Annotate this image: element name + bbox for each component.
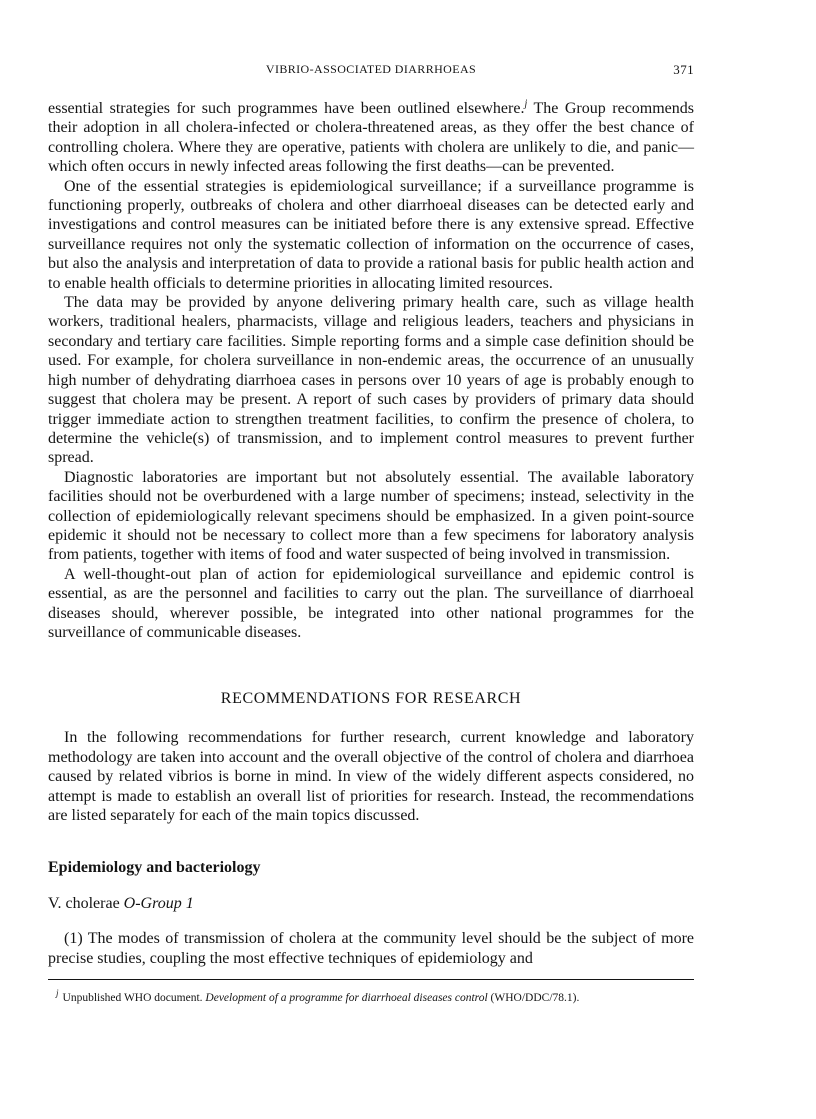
page-header (48, 56, 694, 82)
subhead-organism: V. cholerae (48, 895, 124, 913)
page-number: 371 (673, 62, 694, 77)
footnote-mark: j (56, 988, 59, 999)
paragraph-1 (48, 99, 694, 177)
subsection-subhead (48, 895, 694, 913)
section-title: RECOMMENDATIONS FOR RESEARCH (220, 690, 522, 708)
footnote (48, 988, 694, 1004)
section-intro-block (48, 728, 694, 825)
paragraph-1-continued: The Group recommends their adoption in all cholera-infected or cholera-threatened areas, as they offer the best chance of controlling cholera. Where they are operative, patients with cholera are unlikely to die, and panic—which often occurs in newly infected areas following the first deaths—can be prevented. (48, 100, 695, 176)
section-intro: In the following recommendations for further research, current knowledge and laboratory methodology are taken into account and the overall objective of the control of cholera and diarrhoea caused by related vibrios is borne in mind. In view of the widely different aspects considered, no attempt is made to establish an overall list of priorities for research. Instead, the recommendations are listed separately for each of the main topics discussed. (48, 729, 694, 824)
footnote-reference: j (524, 98, 528, 110)
paragraph-4: Diagnostic laboratories are important but not absolutely essential. The available laboratory facilities should not be overburdened with a large number of specimens; instead, selectivity in the collection of epidemiologically relevant specimens should be emphasized. In a given point-source epidemic it should not be necessary to collect more than a few specimens for laboratory analysis from patients, together with items of food and water suspected of being involved in transmission. (48, 468, 694, 564)
recommendation-list (48, 929, 694, 968)
footnote-divider (48, 979, 694, 980)
footnote-document-code: (WHO/DDC/78.1). (487, 992, 580, 1005)
paragraph-3: The data may be provided by anyone delivering primary health care, such as village health workers, traditional healers, pharmacists, village and religious leaders, teachers and physicians in secondary and tertiary care facilities. Simple reporting forms and a simple case definition should be used. For example, for cholera surveillance in non-endemic areas, the occurrence of an unusually high number of dehydrating diarrhoea cases in persons over 10 years of age is probably enough to suggest that cholera may be present. A report of such cases by providers of primary data should trigger immediate action to strengthen treatment facilities, to confirm the presence of cholera, to determine the vehicle(s) of transmission, and to implement control measures to prevent further spread. (48, 294, 694, 467)
document-page (48, 56, 694, 1004)
subsection-title: Epidemiology and bacteriology (48, 859, 261, 877)
paragraph-1-text: essential strategies for such programmes have been outlined elsewhere. (48, 100, 525, 117)
running-title: VIBRIO-ASSOCIATED DIARRHOEAS (265, 62, 477, 76)
subhead-group: O-Group 1 (123, 895, 194, 913)
paragraph-5: A well-thought-out plan of action for epidemiological surveillance and epidemic control is essential, as are the personnel and facilities to carry out the plan. The surveillance of diarrhoeal diseases should, wherever possible, be integrated into other national programmes for the surveillance of communicable diseases. (48, 565, 694, 641)
footnote-text: Unpublished WHO document. (62, 992, 206, 1005)
paragraph-2: One of the essential strategies is epidemiological surveillance; if a surveillance programme is functioning properly, outbreaks of cholera and other diarrhoeal diseases can be detected early and investigations and control measures can be initiated before there is any extensive spread. Effective surveillance requires not only the systematic collection of information on the occurrence of cases, but also the analysis and interpretation of data to provide a rational basis for public health action and to enable health officials to determine priorities in allocating limited resources. (48, 177, 694, 292)
footnote-document-title: Development of a programme for diarrhoeal diseases control (205, 992, 488, 1005)
body-text (48, 99, 694, 642)
recommendation-item-1: (1) The modes of transmission of cholera at the community level should be the subject of more precise studies, coupling the most effective techniques of epidemiology and (48, 930, 694, 967)
